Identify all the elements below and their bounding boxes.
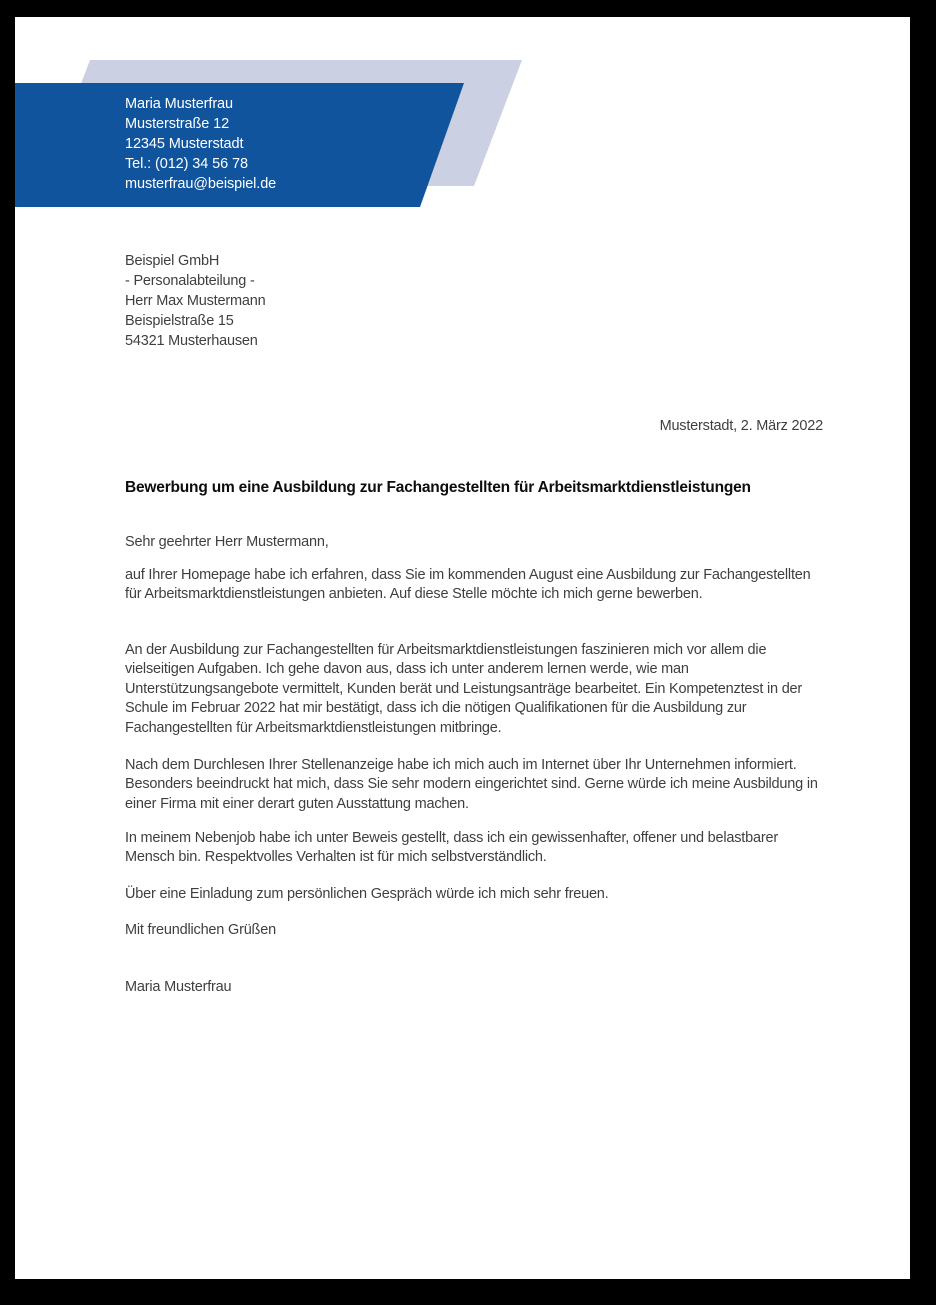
recipient-department: - Personalabteilung - bbox=[125, 273, 255, 289]
recipient-contact: Herr Max Mustermann bbox=[125, 293, 266, 309]
body-paragraph: Über eine Einladung zum persönlichen Gespräch würde ich mich sehr freuen. bbox=[125, 886, 609, 902]
sender-city: 12345 Musterstadt bbox=[125, 136, 244, 152]
sender-street: Musterstraße 12 bbox=[125, 116, 230, 132]
sender-email: musterfrau@beispiel.de bbox=[125, 176, 277, 192]
subject-line: Bewerbung um eine Ausbildung zur Fachangestellten für Arbeitsmarktdienstleistungen bbox=[125, 479, 751, 496]
closing-line: Mit freundlichen Grüßen bbox=[125, 922, 276, 938]
sender-name: Maria Musterfrau bbox=[125, 96, 233, 112]
sender-phone: Tel.: (012) 34 56 78 bbox=[125, 156, 248, 172]
signature-name: Maria Musterfrau bbox=[125, 979, 232, 995]
recipient-company: Beispiel GmbH bbox=[125, 253, 220, 269]
body-paragraph: Nach dem Durchlesen Ihrer Stellenanzeige habe ich mich auch im Internet über Ihr Unternehmen informiert. Besonders beeindruckt hat mich, dass Sie sehr modern eingerichtet sind. Gerne würde ich meine Ausbildung in einer Firma mit einer derart guten Ausstattung machen. bbox=[125, 757, 818, 812]
letter-page bbox=[15, 17, 910, 1279]
salutation: Sehr geehrter Herr Mustermann, bbox=[125, 534, 329, 550]
body-paragraph: In meinem Nebenjob habe ich unter Beweis gestellt, dass ich ein gewissenhafter, offener und belastbarer Mensch bin. Respektvolles Verhalten ist für mich selbstverständlich. bbox=[125, 830, 778, 866]
date-line: Musterstadt, 2. März 2022 bbox=[659, 418, 823, 434]
recipient-city: 54321 Musterhausen bbox=[125, 333, 258, 349]
recipient-block bbox=[125, 251, 265, 351]
body-paragraph: An der Ausbildung zur Fachangestellten für Arbeitsmarktdienstleistungen faszinieren mich vor allem die vielseitigen Aufgaben. Ich gehe davon aus, dass ich unter anderem lernen werde, wie man Unterstützungsangebote vermittelt, Kunden berät und Leistungsanträge bearbeitet. Ein Kompetenztest in der Schule im Februar 2022 hat mir bestätigt, dass ich die nötigen Qualifikationen für die Ausbildung zur Fachangestellten für Arbeitsmarktdienstleistungen mitbringe. bbox=[125, 642, 803, 736]
sender-block bbox=[125, 94, 276, 194]
body-paragraph: auf Ihrer Homepage habe ich erfahren, dass Sie im kommenden August eine Ausbildung zur Fachangestellten für Arbeitsmarktdienstleistungen anbieten. Auf diese Stelle möchte ich mich gerne bewerben. bbox=[125, 567, 811, 603]
recipient-street: Beispielstraße 15 bbox=[125, 313, 234, 329]
